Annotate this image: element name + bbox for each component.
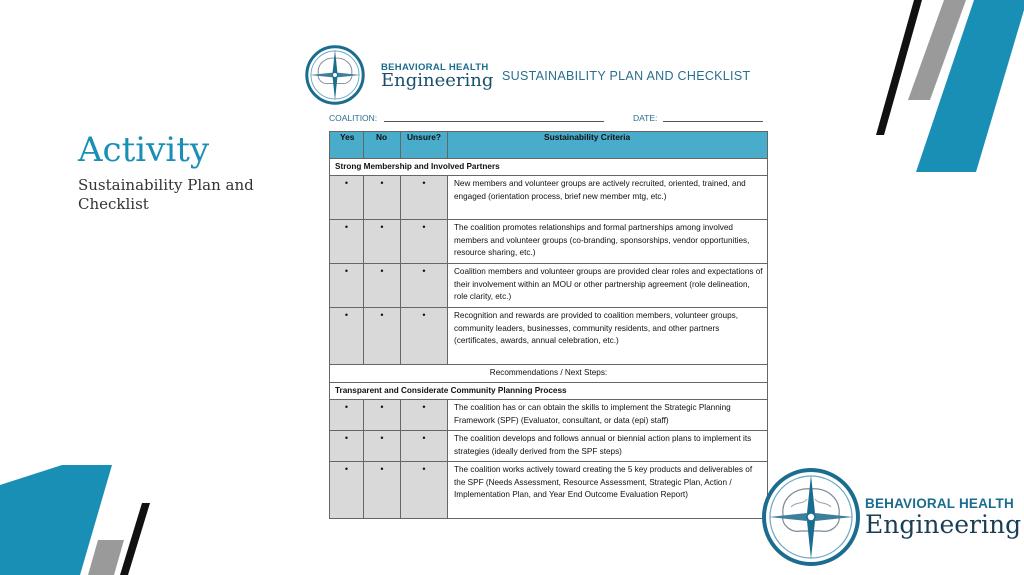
decorative-stripes-top-right	[870, 0, 1024, 175]
no-checkbox[interactable]: •	[364, 308, 401, 365]
unsure-checkbox[interactable]: •	[401, 431, 448, 462]
recommendations-row	[330, 365, 768, 383]
doc-brand-top: BEHAVIORAL HEALTH	[381, 62, 489, 73]
header-criteria: Sustainability Criteria	[448, 132, 768, 159]
brand-bottom: Engineering	[865, 510, 1022, 539]
recommendations-label: Recommendations / Next Steps:	[330, 365, 768, 383]
no-checkbox[interactable]: •	[364, 176, 401, 220]
unsure-checkbox[interactable]: •	[401, 462, 448, 519]
yes-checkbox[interactable]: •	[330, 431, 364, 462]
unsure-checkbox[interactable]: •	[401, 176, 448, 220]
slide-subtitle: Sustainability Plan and Checklist	[78, 176, 254, 213]
table-row	[330, 220, 768, 264]
criteria-text: The coalition promotes relationships and formal partnerships among involved members and volunteer groups (co-branding, sponsorships, vendor opportunities, resource sharing, etc.)	[448, 220, 768, 264]
unsure-checkbox[interactable]: •	[401, 400, 448, 431]
yes-checkbox[interactable]: •	[330, 400, 364, 431]
sustainability-checklist-table	[329, 131, 768, 519]
compass-brain-logo	[305, 45, 365, 105]
section-row	[330, 159, 768, 176]
doc-brand-bottom: Engineering	[381, 70, 494, 91]
yes-checkbox[interactable]: •	[330, 462, 364, 519]
date-label: DATE:	[633, 113, 658, 123]
yes-checkbox[interactable]: •	[330, 220, 364, 264]
criteria-text: The coalition works actively toward creating the 5 key products and deliverables of the SPF (Needs Assessment, Resource Assessment, Strategic Plan, Action / Implementation Plan, and Year End Outcome Evaluation Report)	[448, 462, 768, 519]
unsure-checkbox[interactable]: •	[401, 264, 448, 308]
yes-checkbox[interactable]: •	[330, 176, 364, 220]
brand-top: BEHAVIORAL HEALTH	[865, 496, 1014, 511]
yes-checkbox[interactable]: •	[330, 308, 364, 365]
no-checkbox[interactable]: •	[364, 264, 401, 308]
table-row	[330, 431, 768, 462]
yes-checkbox[interactable]: •	[330, 264, 364, 308]
section-row	[330, 383, 768, 400]
criteria-text: Coalition members and volunteer groups are provided clear roles and expectations of their involvement within an MOU or other partnership agreement (role delineation, role clarity, etc.)	[448, 264, 768, 308]
criteria-text: Recognition and rewards are provided to coalition members, volunteer groups, community leaders, businesses, community residents, and other partners (certificates, awards, annual celebration, etc.)	[448, 308, 768, 365]
table-row	[330, 400, 768, 431]
section-title: Transparent and Considerate Community Planning Process	[330, 383, 768, 400]
header-no: No	[364, 132, 401, 159]
slide-title: Activity	[78, 130, 210, 170]
no-checkbox[interactable]: •	[364, 220, 401, 264]
no-checkbox[interactable]: •	[364, 431, 401, 462]
table-row	[330, 308, 768, 365]
table-row	[330, 176, 768, 220]
unsure-checkbox[interactable]: •	[401, 220, 448, 264]
table-row	[330, 264, 768, 308]
no-checkbox[interactable]: •	[364, 462, 401, 519]
section-title: Strong Membership and Involved Partners	[330, 159, 768, 176]
compass-brain-logo-large	[761, 467, 861, 567]
coalition-label: COALITION:	[329, 113, 378, 123]
no-checkbox[interactable]: •	[364, 400, 401, 431]
date-field-line	[663, 121, 763, 122]
table-header-row	[330, 132, 768, 159]
header-unsure: Unsure?	[401, 132, 448, 159]
decorative-stripes-bottom-left	[0, 465, 160, 575]
criteria-text: New members and volunteer groups are actively recruited, oriented, trained, and engaged (orientation process, brief new member mtg, etc.)	[448, 176, 768, 220]
doc-title: SUSTAINABILITY PLAN AND CHECKLIST	[502, 69, 751, 83]
header-yes: Yes	[330, 132, 364, 159]
unsure-checkbox[interactable]: •	[401, 308, 448, 365]
criteria-text: The coalition develops and follows annual or biennial action plans to implement its strategies (ideally derived from the SPF steps)	[448, 431, 768, 462]
coalition-field-line	[384, 121, 604, 122]
table-row	[330, 462, 768, 519]
criteria-text: The coalition has or can obtain the skills to implement the Strategic Planning Framework (SPF) (Evaluator, consultant, or data (epi) staff)	[448, 400, 768, 431]
